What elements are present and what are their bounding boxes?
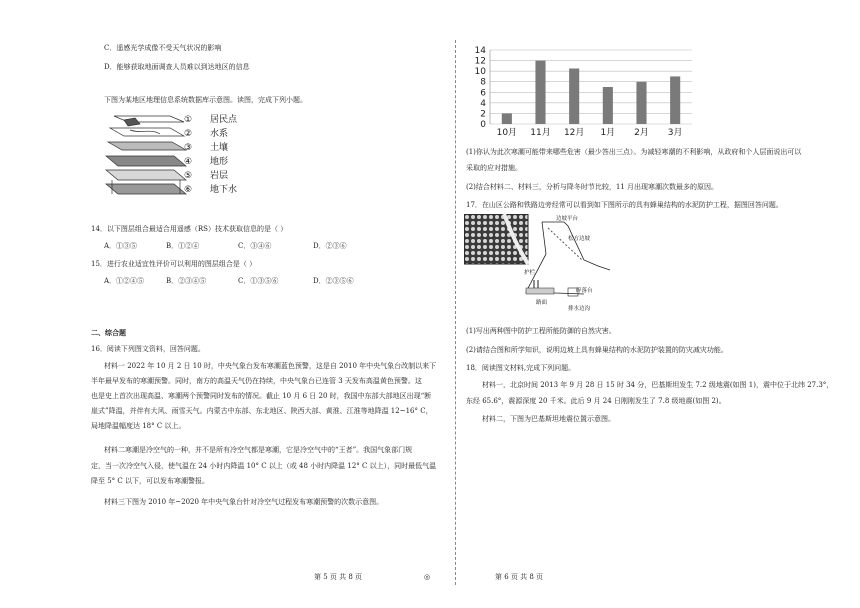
bar bbox=[535, 61, 545, 124]
y-tick-label: 12 bbox=[474, 56, 486, 67]
question-14: 14．以下图层组合最适合用遥感（RS）技术获取信息的是（ ） bbox=[91, 225, 288, 233]
layer-groundwater bbox=[106, 184, 186, 194]
q16-part2: (2)结合材料二、材料三，分析与降冬时节比较，11 月出现寒潮次数最多的原因。 bbox=[466, 183, 719, 191]
layer-soil bbox=[108, 142, 186, 150]
label-drain-ditch: 排水边沟 bbox=[568, 306, 591, 312]
page-divider bbox=[455, 40, 456, 585]
q14-option-b: B．①②④ bbox=[166, 242, 200, 250]
option-c: C．遥感光学成像不受天气状况的影响 bbox=[104, 44, 222, 52]
option-d: D．能够获取地面调查人员难以到达地区的信息 bbox=[104, 63, 250, 71]
x-tick-label: 12月 bbox=[563, 128, 585, 138]
x-tick-label: 2月 bbox=[634, 128, 649, 138]
q17-part1: (1)写出两种图中防护工程所能防御的自然灾害。 bbox=[466, 327, 616, 335]
y-tick-label: 14 bbox=[474, 46, 486, 56]
bar bbox=[670, 76, 680, 124]
layer-label-settlement: 居民点 bbox=[210, 115, 238, 125]
x-tick-label: 10月 bbox=[496, 128, 518, 138]
y-tick-label: 6 bbox=[480, 88, 486, 99]
q18-material2: 材料二，下图为巴基斯坦地震位置示意图。 bbox=[482, 415, 615, 423]
q15-option-a: A．①②④⑤ bbox=[104, 277, 145, 285]
q14-option-c: C．③④⑥ bbox=[238, 242, 272, 250]
gis-layer-diagram bbox=[100, 110, 270, 205]
footer-page-left: 第 5 页 共 8 页 bbox=[314, 573, 363, 581]
layer-num-6: ⑥ bbox=[184, 185, 193, 195]
layer-label-water: 水系 bbox=[210, 129, 229, 139]
q15-option-c: C．①③⑤⑥ bbox=[238, 277, 279, 285]
y-tick-label: 2 bbox=[480, 109, 486, 120]
q16-part1-line1: (1)你认为此次寒潮可能带来哪些危害（最少答出三点）。为减轻寒潮的不利影响，从政府和个人层面说出可以 bbox=[466, 148, 802, 156]
question-intro: 下图为某地区地理信息系统数据库示意图。读图，完成下列小题。 bbox=[104, 96, 307, 104]
question-18: 18．阅读图文材料,完成下列问题。 bbox=[466, 364, 576, 372]
bar bbox=[502, 113, 512, 124]
material2-line3: 降至 5° C 以下，可以发布寒潮警报。 bbox=[91, 477, 209, 485]
layer-water bbox=[110, 128, 184, 136]
y-tick-label: 4 bbox=[480, 98, 486, 109]
label-debris-platform: 碎落台 bbox=[576, 288, 593, 294]
q15-option-b: B．②③④⑤ bbox=[166, 277, 207, 285]
question-15: 15．进行农业适宜性评价可以利用的图层组合是（ ） bbox=[91, 260, 257, 268]
y-tick-label: 8 bbox=[480, 77, 486, 88]
layer-label-groundwater: 地下水 bbox=[210, 185, 238, 195]
q18-material1-line2: 东经 65.6°，震源深度 20 千米。此后 9 月 24 日刚刚发生了 7.8 级地震(如图 2)。 bbox=[466, 397, 726, 405]
question-17: 17．在山区公路和铁路边旁经常可以看到如下图所示的具有蜂巢结构的水泥防护工程，据图回答问题。 bbox=[466, 201, 783, 209]
layer-num-1: ① bbox=[184, 115, 193, 125]
bar bbox=[603, 87, 613, 124]
q18-material1-line1: 材料一，北京时间 2013 年 9 月 28 日 15 时 34 分，巴基斯坦发生 7.2 级地震(如图 1)，震中位于北纬 27.3°， bbox=[482, 381, 834, 389]
label-slope: 松方边坡 bbox=[568, 236, 591, 242]
slope-protection-diagram bbox=[464, 214, 614, 314]
q14-option-a: A．①③⑤ bbox=[104, 242, 138, 250]
bar bbox=[569, 69, 579, 125]
x-tick-label: 3月 bbox=[667, 128, 683, 138]
q14-option-d: D．②③⑥ bbox=[313, 242, 347, 250]
footer-binding-mark: ◎ bbox=[424, 573, 431, 581]
layer-num-5: ⑤ bbox=[184, 171, 193, 181]
label-guardrail: 护栏 bbox=[524, 270, 536, 276]
material2-line1: 材料二寒潮是冷空气的一种，并不是所有冷空气都是寒潮，它是冷空气中的“王者”。我国气象部门规 bbox=[104, 446, 413, 454]
label-road: 路面 bbox=[536, 300, 548, 306]
layer-label-soil: 土壤 bbox=[210, 143, 229, 153]
question-16: 16．阅读下列图文资料，回答问题。 bbox=[91, 345, 205, 353]
y-tick-label: 0 bbox=[480, 120, 486, 130]
q17-part2: (2)请结合图和所学知识，说明边坡上具有蜂巢结构的水泥防护装置的防灾减灾功能。 bbox=[466, 346, 728, 354]
layer-num-3: ③ bbox=[184, 143, 193, 153]
material1-line3: 也是史上首次出现高温、寒潮两个预警同时发布的情况。截止 10 月 6 日 20 时，我国中东部大部地区出现“断 bbox=[91, 392, 432, 400]
x-tick-label: 1月 bbox=[600, 128, 616, 138]
layer-num-4: ④ bbox=[184, 157, 193, 167]
q16-part1-line2: 采取的应对措施。 bbox=[466, 164, 522, 172]
layer-rock bbox=[106, 170, 186, 180]
y-tick-label: 10 bbox=[474, 67, 486, 78]
q15-option-d: D．②③⑤⑥ bbox=[313, 277, 354, 285]
material2-line2: 定，当一次冷空气入侵，使气温在 24 小时内降温 10° C 以上（或 48 小时内降温 12° C 以上），同时最低气温 bbox=[91, 462, 437, 470]
bar bbox=[636, 82, 646, 124]
material1-line2: 半年最早发布的寒潮预警。同时，南方的高温天气仍在持续，中央气象台已连管 3 天发布高温黄色预警。这 bbox=[91, 377, 422, 385]
footer-page-right: 第 6 页 共 8 页 bbox=[495, 573, 544, 581]
layer-label-rock: 岩层 bbox=[210, 171, 229, 181]
material3: 材料三下图为 2010 年~2020 年中央气象台针对冷空气过程发布寒潮预警的次数示意图。 bbox=[104, 498, 384, 506]
layer-num-2: ② bbox=[184, 129, 193, 139]
material1-line5: 局地降温幅度达 18° C 以上。 bbox=[91, 422, 186, 430]
section-heading: 二、综合题 bbox=[91, 328, 126, 337]
material1-line1: 材料一 2022 年 10 月 2 日 10 时，中央气象台发布寒潮蓝色预警，这是自 2010 年中央气象台改制以来下 bbox=[104, 362, 437, 370]
cold-wave-chart bbox=[460, 44, 700, 140]
layer-label-terrain: 地形 bbox=[210, 157, 229, 167]
label-top-platform: 边坡平台 bbox=[556, 216, 579, 222]
layer-terrain bbox=[106, 156, 186, 166]
honeycomb-photo bbox=[464, 214, 528, 264]
material1-line4: 崖式”降温，并伴有大风、雨雪天气。内蒙古中东部、东北地区、陕西大部、黄淮、江淮等地降温 12~16° C， bbox=[91, 407, 433, 415]
x-tick-label: 11月 bbox=[530, 128, 551, 138]
